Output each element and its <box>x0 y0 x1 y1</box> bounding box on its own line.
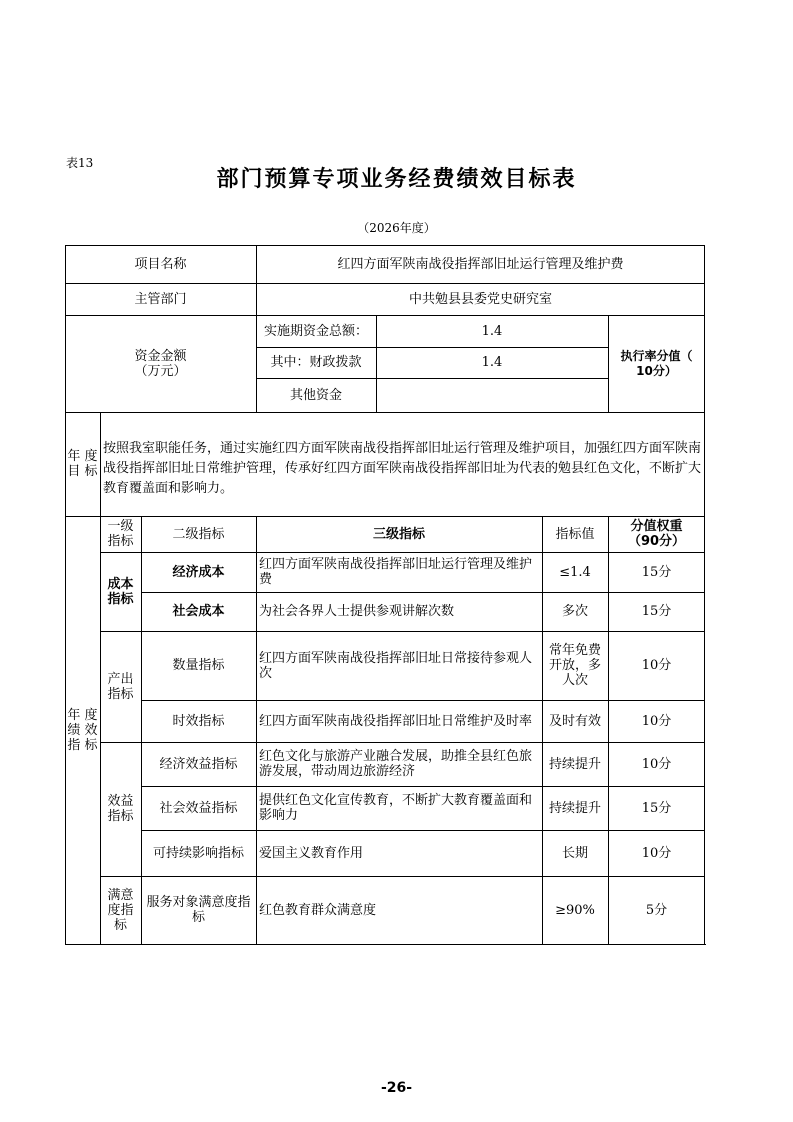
level2-header: 二级指标 <box>172 526 225 542</box>
table-row-value: 及时有效 <box>548 713 601 729</box>
group-line2: 度指 <box>107 902 134 918</box>
table-row-level2: 社会成本 <box>172 604 225 619</box>
annual-performance-indicators-label <box>65 516 100 944</box>
table-row-value: 持续提升 <box>548 756 601 772</box>
annual-goal-label-line2: 目 标 <box>67 464 98 479</box>
level1-header-line1: 一级 <box>107 519 134 534</box>
group-line3: 标 <box>113 917 127 933</box>
department-label: 主管部门 <box>134 291 187 307</box>
cost-indicator-group <box>100 552 141 631</box>
annual-goal-text: 按照我室职能任务，通过实施红四方面军陕南战役指挥部旧址运行管理及维护项目，加强红四方面军陕南战役指挥部旧址日常维护管理，传承好红四方面军陕南战役指挥部旧址为代表的勉县红色文化，不断扩大教育覆盖面和影响力。 <box>103 441 702 496</box>
execution-rate-line1: 执行率分值（ <box>620 348 693 363</box>
group-line1: 成本 <box>107 576 134 592</box>
weight-header <box>608 516 705 552</box>
table-row-value: 持续提升 <box>548 800 601 816</box>
group-line2: 指标 <box>107 591 134 607</box>
group-line1: 满意 <box>107 887 134 903</box>
group-line2: 指标 <box>107 809 134 824</box>
table-row-level2: 可持续影响指标 <box>152 845 244 861</box>
table-row-level2: 社会效益指标 <box>159 800 238 816</box>
project-name-label: 项目名称 <box>134 256 187 272</box>
funds-label-line2: （万元） <box>134 363 187 379</box>
fiscal-funds-value: 1.4 <box>481 355 503 370</box>
table-row-level3: 爱国主义教育作用 <box>259 845 364 861</box>
table-row-level2: 经济效益指标 <box>159 756 238 772</box>
level1-header-line2: 指标 <box>107 534 134 549</box>
table-label: 表13 <box>66 156 94 170</box>
execution-rate-line2: 10分） <box>636 363 677 378</box>
value-header: 指标值 <box>555 526 595 542</box>
table-row-level3: 红四方面军陕南战役指挥部旧址日常接待参观人次 <box>259 650 533 681</box>
table-row-level3: 红四方面军陕南战役指挥部旧址日常维护及时率 <box>259 713 533 729</box>
department-value: 中共勉县县委党史研究室 <box>408 291 552 307</box>
table-row-value: 多次 <box>561 604 588 619</box>
table-row-weight: 5分 <box>645 902 668 918</box>
group-line1: 产出 <box>107 671 134 687</box>
page-title: 部门预算专项业务经费绩效目标表 <box>216 167 577 192</box>
other-funds-value <box>376 378 608 412</box>
performance-target-table <box>65 245 705 945</box>
table-row-value: ≥90% <box>555 902 595 918</box>
execution-rate-score <box>608 315 705 412</box>
table-row-weight: 10分 <box>641 756 672 772</box>
annual-goal-label-line1: 年 度 <box>67 449 98 464</box>
table-row-level2: 经济成本 <box>172 564 225 580</box>
benefit-indicator-group <box>100 742 141 876</box>
weight-header-line2: （90分） <box>627 534 686 549</box>
table-row-level3: 红色教育群众满意度 <box>259 902 377 918</box>
fiscal-funds-label: 其中：财政拨款 <box>270 355 362 370</box>
indicators-label-line3: 指 标 <box>67 737 98 753</box>
indicators-label-line2: 绩 效 <box>67 722 98 738</box>
table-row-value: 长期 <box>561 845 588 861</box>
funds-label-line1: 资金金额 <box>134 348 187 364</box>
indicators-label-line1: 年 度 <box>67 707 98 723</box>
table-row-level2: 时效指标 <box>172 713 225 729</box>
total-funds-label: 实施期资金总额： <box>263 323 368 339</box>
level3-header: 三级指标 <box>372 526 425 542</box>
weight-header-line1: 分值权重 <box>630 519 683 534</box>
annual-goal-label <box>65 412 100 516</box>
table-row-value: ≤1.4 <box>559 564 591 580</box>
table-row-level3: 红色文化与旅游产业融合发展，助推全县红色旅游发展，带动周边旅游经济 <box>259 749 533 779</box>
table-row-value: 常年免费开放，多人次 <box>548 643 601 688</box>
output-indicator-group <box>100 631 141 742</box>
table-row-weight: 10分 <box>641 845 672 861</box>
total-funds-value: 1.4 <box>481 323 503 339</box>
other-funds-label: 其他资金 <box>289 387 342 403</box>
project-name-value: 红四方面军陕南战役指挥部旧址运行管理及维护费 <box>337 256 624 272</box>
group-line1: 效益 <box>107 794 134 809</box>
satisfaction-indicator-group <box>100 876 141 944</box>
page-number: -26- <box>380 1080 413 1096</box>
level1-header <box>100 516 141 552</box>
funds-label <box>65 315 256 412</box>
table-row-level2: 服务对象满意度指标 <box>146 895 251 925</box>
table-row-weight: 15分 <box>641 564 672 580</box>
table-row-weight: 10分 <box>641 713 672 729</box>
table-row-level2: 数量指标 <box>172 658 225 673</box>
table-row-level3: 提供红色文化宣传教育，不断扩大教育覆盖面和影响力 <box>259 793 533 823</box>
year-subtitle: （2026年度） <box>357 221 436 235</box>
group-line2: 指标 <box>107 686 134 702</box>
table-row-weight: 10分 <box>641 658 672 673</box>
table-row-level3: 红四方面军陕南战役指挥部旧址运行管理及维护费 <box>259 557 533 587</box>
table-row-weight: 15分 <box>641 604 672 619</box>
table-row-weight: 15分 <box>641 800 672 816</box>
table-row-level3: 为社会各界人士提供参观讲解次数 <box>259 604 455 619</box>
